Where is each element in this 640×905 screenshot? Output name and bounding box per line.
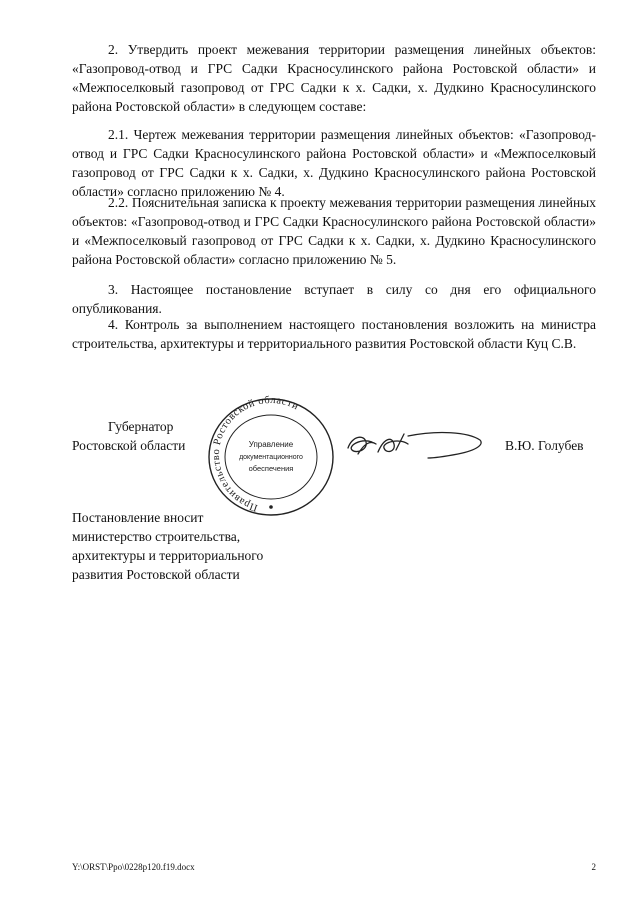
submitter-note-line: Постановление вносит	[72, 510, 204, 525]
submitter-note-line: развития Ростовской области	[72, 567, 240, 582]
paragraph-2: 2. Утвердить проект межевания территории размещения линейных объектов: «Газопровод-отвод и ГРС Садки Красносулинского района Ростовской области» и «Межпоселковый газопровод от ГРС Садки к х. Садки, х. Дудкино Красносулинского района Ростовской области» в следующем составе:	[72, 42, 596, 114]
stamp-dot	[269, 505, 273, 509]
signatory-title-line1: Губернатор	[108, 419, 174, 434]
stamp-outer-text: Правительство Ростовской области	[210, 395, 301, 514]
stamp-inner-line2: документационного	[239, 454, 303, 461]
signatory-title	[72, 417, 185, 455]
paragraph-4: 4. Контроль за выполнением настоящего постановления возложить на министра строительства, архитектуры и территориального развития Ростовской области Куц С.В.	[72, 317, 596, 351]
submitter-note	[72, 508, 263, 584]
stamp-inner-line3: обеспечения	[248, 464, 294, 473]
signer-name: В.Ю. Голубев	[505, 438, 584, 453]
paragraph-2-1: 2.1. Чертеж межевания территории размещения линейных объектов: «Газопровод-отвод и ГРС Садки Красносулинского района Ростовской области» и «Межпоселковый газопровод от ГРС Садки к х. Садки, х. Дудкино Красносулинского района Ростовской области» согласно приложению № 4.	[72, 127, 596, 199]
submitter-note-line: министерство строительства,	[72, 529, 241, 544]
stamp-inner-line1: Управление	[248, 440, 294, 449]
submitter-note-line: архитектуры и территориального	[72, 548, 264, 563]
signatory-title-line2: Ростовской области	[72, 438, 186, 453]
page-number: 2	[591, 862, 596, 872]
handwritten-signature	[338, 424, 488, 464]
official-stamp	[205, 395, 337, 519]
paragraph-3: 3. Настоящее постановление вступает в силу со дня его официального опубликования.	[72, 282, 596, 316]
file-path: Y:\ORST\Ppo\0228p120.f19.docx	[72, 862, 195, 872]
paragraph-2-2: 2.2. Пояснительная записка к проекту межевания территории размещения линейных объектов: «Газопровод-отвод и ГРС Садки Красносулинского района Ростовской области» и «Межпоселковый газопровод от ГРС Садки к х. Садки, х. Дудкино Красносулинского района Ростовской области» согласно приложению № 5.	[72, 195, 596, 267]
